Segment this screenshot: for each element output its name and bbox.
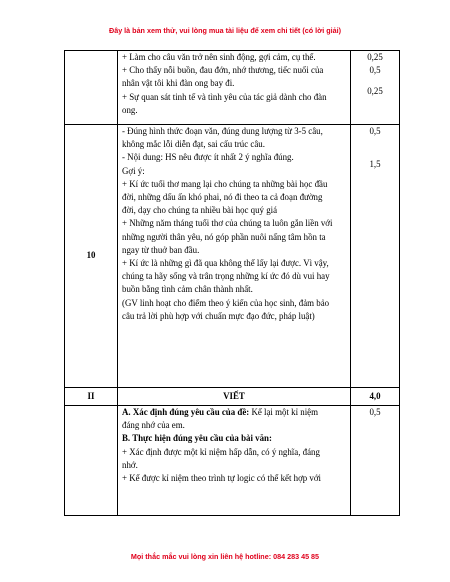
score-cell bbox=[351, 125, 400, 388]
answer-line: những người thân yêu, nó góp phần nuôi nấng tâm hồn ta bbox=[122, 231, 326, 242]
answer-line: - Đúng hình thức đoạn văn, đúng dung lượng từ 3-5 câu, bbox=[122, 126, 323, 136]
answer-line: nhớ. bbox=[122, 459, 138, 470]
answer-line: chúng ta hãy sống và trân trọng những kí ức đó dù vui hay bbox=[122, 271, 330, 282]
answer-line: + Cho thấy nỗi buồn, đau đớn, nhớ thương, tiếc nuối của bbox=[122, 65, 324, 76]
answer-key-table bbox=[64, 50, 400, 516]
answer-line: đời, những dấu ấn khó phai, nó đi theo ta cả đoạn đường bbox=[122, 192, 323, 203]
answer-line: + Làm cho câu văn trở nên sinh động, gợi cảm, cụ thể. bbox=[122, 52, 316, 62]
criterion-heading: B. Thực hiện đúng yêu cầu của bài văn: bbox=[122, 433, 272, 444]
answer-line: đời, dạy cho chúng ta nhiều bài học quý giá bbox=[122, 205, 278, 216]
answer-line: + Xác định được một kỉ niệm hấp dẫn, có ý nghĩa, đáng bbox=[122, 446, 320, 457]
score-value: 1,5 bbox=[369, 159, 381, 170]
question-number-cell bbox=[65, 51, 118, 125]
answer-line: + Kể được kỉ niệm theo trình tự logic có thể kết hợp với bbox=[122, 473, 322, 484]
answer-line: + Sự quan sát tinh tế và tình yêu của tác giả dành cho đàn bbox=[122, 91, 327, 102]
answer-content-cell bbox=[118, 51, 351, 125]
answer-content-cell bbox=[118, 125, 351, 388]
answer-line: + Kí ức tuổi thơ mang lại cho chúng ta những bài học đầu bbox=[122, 178, 328, 189]
answer-line: (GV linh hoạt cho điểm theo ý kiến của học sinh, đảm bảo bbox=[122, 297, 330, 308]
preview-notice-banner: Đây là bản xem thử, vui lòng mua tài liệu để xem chi tiết (có lời giải) bbox=[109, 26, 341, 35]
answer-line: không mắc lỗi diễn đạt, sai cấu trúc câu. bbox=[122, 139, 265, 150]
answer-line: + Kí ức là những gì đã qua không thể lấy lại được. Vì vậy, bbox=[122, 258, 329, 269]
answer-line: Gợi ý: bbox=[122, 165, 145, 176]
criterion-text: Kể lại một kỉ niệm bbox=[249, 407, 319, 417]
answer-line: buồn bằng tình cảm chân thành nhất. bbox=[122, 284, 253, 295]
hotline-banner: Mọi thắc mắc vui lòng xin liên hệ hotline: 084 283 45 85 bbox=[130, 552, 320, 561]
score-cell bbox=[351, 51, 400, 125]
table-row bbox=[65, 125, 400, 388]
table-row bbox=[65, 406, 400, 516]
section-header-row bbox=[65, 388, 400, 406]
answer-line: câu trả lời phù hợp với chuẩn mực đạo đức, pháp luật) bbox=[122, 310, 315, 321]
question-number-cell: 10 bbox=[65, 125, 118, 388]
question-number-cell bbox=[65, 406, 118, 516]
score-cell bbox=[351, 406, 400, 516]
answer-line bbox=[122, 406, 346, 419]
score-value: 0,5 bbox=[369, 126, 381, 136]
criterion-heading: A. Xác định đúng yêu cầu của đề: bbox=[122, 407, 250, 417]
table-row bbox=[65, 51, 400, 125]
answer-line: ong. bbox=[122, 104, 138, 115]
answer-line: đáng nhớ của em. bbox=[122, 420, 185, 431]
section-score: 4,0 bbox=[351, 388, 400, 406]
answer-line: ngay từ thuở ban đầu. bbox=[122, 244, 200, 255]
answer-line: - Nội dung: HS nêu được ít nhất 2 ý nghĩa đúng. bbox=[122, 152, 294, 163]
score-value: 0,25 bbox=[367, 52, 383, 62]
answer-line: nhân vật tôi khi đàn ong bay đi. bbox=[122, 78, 235, 89]
section-title: VIẾT bbox=[118, 388, 351, 406]
section-number: II bbox=[65, 388, 118, 406]
score-value: 0,25 bbox=[367, 86, 383, 97]
score-value: 0,5 bbox=[369, 65, 381, 76]
answer-content-cell bbox=[118, 406, 351, 516]
answer-line: + Những năm tháng tuổi thơ của chúng ta luôn gắn liền với bbox=[122, 218, 333, 229]
score-value: 0,5 bbox=[369, 407, 381, 417]
